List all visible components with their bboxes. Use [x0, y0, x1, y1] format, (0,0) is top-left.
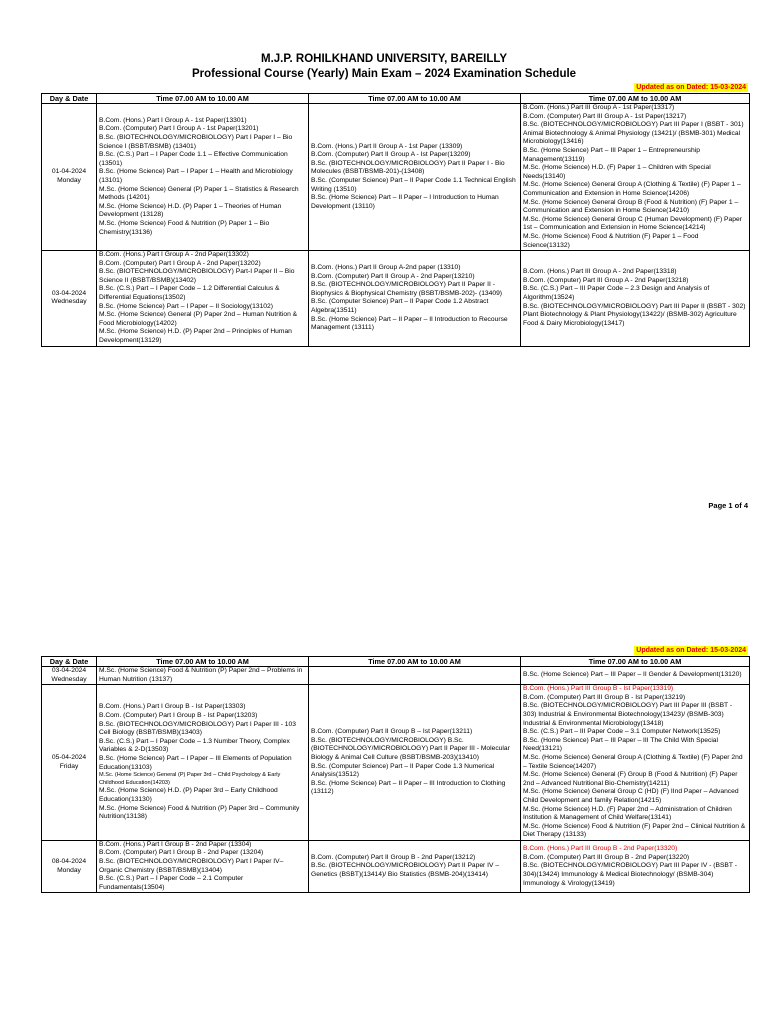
exam-entry: B.Sc. (Home Science) Part – I Paper – III Elements of Population Education(13103)	[99, 754, 292, 771]
exam-cell	[309, 251, 521, 347]
schedule-table	[41, 656, 750, 893]
exam-entry: B.Com. (Computer) Part III Group A - 1st Paper(13217)	[523, 112, 687, 120]
exam-entry: B.Com. (Computer) Part I Group B - 2nd Paper (13204)	[99, 849, 264, 857]
exam-entry: M.Sc. (Home Science) Food & Nutrition (F) Paper 1 – Food Science(13132)	[523, 232, 699, 249]
date-text: 03-04-2024	[51, 667, 87, 674]
exam-entry: B.Com. (Computer) Part I Group B - Ist Paper(13203)	[99, 711, 258, 719]
date-text: 08-04-2024	[51, 858, 87, 866]
exam-entry: B.Sc. (Home Science) Part – II Paper – I Introduction to Human Development (13110)	[311, 194, 499, 210]
date-text: 01-04-2024	[51, 168, 87, 176]
table-row	[42, 685, 750, 841]
exam-entry: M.Sc. (Home Science) Food & Nutrition (F) Paper 2nd – Clinical Nutrition & Diet Therapy (13133)	[523, 822, 746, 839]
exam-entry: B.Com. (Hons.) Part I Group B - 2nd Paper (13304)	[99, 840, 252, 848]
exam-entry: M.Sc. (Home Science) H.D. (P) Paper 2nd – Principles of Human Development(13129)	[99, 328, 292, 345]
exam-cell	[97, 104, 309, 251]
date-text: 03-04-2024	[51, 289, 87, 297]
schedule-title: Professional Course (Yearly) Main Exam – 2024 Examination Schedule	[191, 68, 577, 80]
exam-entry: B.Sc. (Home Science) Part – I Paper – II Sociology(13102)	[99, 302, 273, 310]
exam-entry: B.Com. (Computer) Part III Group B - Ist Paper(13219)	[523, 693, 686, 701]
exam-entry: B.Com. (Hons.) Part II Group A-2nd paper (13310)	[311, 263, 461, 271]
schedule-table	[41, 93, 750, 347]
exam-entry: M.Sc. (Home Science) Food & Nutrition (P) Paper 1 – Bio Chemistry(13136)	[99, 220, 270, 236]
exam-cell	[97, 667, 309, 685]
exam-entry: B.Sc. (C.S.) Part – I Paper Code – 2.1 Computer Fundamentals(13504)	[99, 875, 244, 891]
exam-cell	[97, 840, 309, 893]
updated-badge: Updated as on Dated: 15-03-2024	[636, 647, 746, 654]
exam-entry: B.Sc. (C.S.) Part – I Paper Code 1.1 – Effective Communication (13501)	[99, 151, 288, 167]
exam-cell	[97, 251, 309, 347]
exam-entry: M.Sc. (Home Science) General Group A (Clothing & Textile) (F) Paper 1 – Communication and Extension in Home Science(14206)	[523, 181, 741, 197]
exam-entry: B.Sc. (C.S.) Part – I Paper Code – 1.2 Differential Calculus & Differential Equations(13502)	[99, 285, 280, 302]
weekday-text: Wednesday	[51, 675, 87, 683]
exam-entry: M.Sc. (Home Science) H.D. (P) Paper 1 – Theories of Human Development (13128)	[99, 202, 282, 219]
exam-cell	[309, 840, 521, 893]
day-date-cell	[42, 667, 97, 685]
exam-entry: B.Sc. (Home Science) Part – II Paper – II Introduction to Recourse Management (13111)	[311, 315, 508, 332]
exam-entry: M.Sc. (Home Science) Food & Nutrition (P) Paper 3rd – Community Nutrition(13138)	[99, 804, 300, 821]
exam-entry: B.Com. (Computer) Part I Group A - 1st Paper(13201)	[99, 125, 259, 133]
weekday-text: Monday	[57, 866, 81, 874]
exam-entry: B.Com. (Hons.) Part III Group A - 2nd Paper(13318)	[523, 268, 677, 276]
exam-entry: M.Sc. (Home Science) H.D. (F) Paper 1 – Children with Special Needs(13140)	[523, 164, 711, 180]
exam-entry: B.Com. (Computer) Part III Group A - 2nd Paper(13218)	[523, 276, 689, 284]
exam-cell	[521, 667, 750, 685]
table-row	[42, 667, 750, 685]
exam-entry: M.Sc. (Home Science) General (F) Group B (Food & Nutrition) (F) Paper 2nd – Advanced Nutritional Bio-Chemistry(14211)	[523, 771, 738, 787]
day-date-cell	[42, 840, 97, 893]
exam-entry: B.Com. (Hons.) Part II Group A - 1st Paper (13309)	[311, 142, 463, 150]
exam-entry: B.Sc. (BIOTECHNOLOGY/MICROBIOLOGY) Part II Paper I - Bio Molecules (BSBT/BSMB-201)-(13408)	[311, 159, 505, 176]
exam-entry: B.Com. (Hons.) Part I Group A - 2nd Paper(13302)	[99, 251, 249, 259]
exam-entry: B.Sc. (Home Science) Part – III Paper – II Gender & Development(13120)	[523, 671, 742, 679]
schedule-page-2	[0, 640, 768, 1024]
exam-entry: B.Com. (Computer) Part II Group B – Ist Paper(13211)	[311, 728, 473, 736]
exam-entry: M.Sc. (Home Science) H.D. (F) Paper 2nd – Administration of Children Institution & Management of Child Welfare(13141)	[523, 805, 732, 822]
exam-entry: M.Sc. (Home Science) General Group C (HD) (F) IInd Paper – Advanced Child Development and family Relation(14215)	[523, 788, 739, 804]
column-header-day: Day & Date	[42, 94, 97, 104]
column-header-slot-1: Time 07.00 AM to 10.00 AM	[97, 657, 309, 667]
column-header-slot-2: Time 07.00 AM to 10.00 AM	[309, 94, 521, 104]
table-header-row	[42, 94, 750, 104]
page-gap	[0, 530, 768, 640]
exam-entry: B.Sc. (Home Science) Part – III Paper – III The Child With Special Need(13121)	[523, 736, 719, 753]
column-header-slot-2: Time 07.00 AM to 10.00 AM	[309, 657, 521, 667]
exam-entry: B.Sc. (C.S.) Part – I Paper Code – 1.3 Number Theory, Complex Variables & 2-D(13503)	[99, 737, 290, 754]
exam-cell	[521, 685, 750, 841]
table-row	[42, 840, 750, 893]
weekday-text: Monday	[57, 177, 81, 185]
day-date-cell	[42, 251, 97, 347]
exam-entry: B.Sc. (C.S.) Part – III Paper Code – 3.1 Computer Network(13525)	[523, 728, 721, 736]
column-header-slot-3: Time 07.00 AM to 10.00 AM	[521, 657, 750, 667]
day-date-cell	[42, 685, 97, 841]
exam-entry: M.Sc. (Home Science) General (P) Paper 1 – Statistics & Research Methods (14201)	[99, 185, 299, 202]
exam-entry-highlighted: B.Com. (Hons.) Part III Group B - Ist Paper(13319)	[523, 685, 674, 693]
exam-entry: B.Sc. (BIOTECHNOLOGY/MICROBIOLOGY) Part II Paper II - Biophysics & Biophysical Chemistry (BSBT/BSMB-202)- (13409)	[311, 281, 503, 297]
exam-entry: B.Com. (Hons.) Part III Group A - 1st Paper(13317)	[523, 104, 675, 111]
exam-entry: B.Sc. (BIOTECHNOLOGY/MICROBIOLOGY) Part II Paper IV – Genetics (BSBT)(13414)/ Bio Statistics (BSMB-204)(13414)	[311, 862, 500, 878]
exam-entry: B.Com. (Hons.) Part I Group A - 1st Paper(13301)	[99, 116, 247, 124]
weekday-text: Wednesday	[51, 298, 87, 306]
exam-cell	[521, 104, 750, 251]
exam-entry: B.Sc. (Computer Science) Part – II Paper Code 1.1 Technical English Writing (13510)	[311, 177, 516, 193]
exam-entry: M.Sc. (Home Science) H.D. (P) Paper 3rd – Early Childhood Education(13130)	[99, 787, 278, 803]
exam-cell	[309, 104, 521, 251]
exam-entry: B.Com. (Computer) Part II Group A - 2nd Paper(13210)	[311, 272, 475, 280]
exam-entry: B.Sc. (Home Science) Part – I Paper 1 – Health and Microbiology (13101)	[99, 168, 293, 185]
updated-badge: Updated as on Dated: 15-03-2024	[636, 84, 746, 91]
exam-entry: M.Sc. (Home Science) General (P) Paper 2nd – Human Nutrition & Food Microbiology(14202)	[99, 311, 298, 327]
date-text: 05-04-2024	[51, 753, 87, 761]
exam-entry: M.Sc. (Home Science) General Group A (Clothing & Textile) (F) Paper 2nd – Textile Science(14207)	[523, 753, 743, 770]
table-row	[42, 104, 750, 251]
exam-entry-highlighted: B.Com. (Hons.) Part III Group B - 2nd Paper(13320)	[523, 845, 678, 853]
exam-entry: B.Sc. (BIOTECHNOLOGY/MICROBIOLOGY) Part I Paper IV– Organic Chemistry (BSBT/BSMB)(13404)	[99, 858, 284, 874]
exam-cell	[521, 840, 750, 893]
exam-entry: M.Sc. (Home Science) General Group B (Food & Nutrition) (F) Paper 1 – Communication and Extension in Home Science(14210)	[523, 198, 739, 215]
exam-entry: B.Com. (Hons.) Part I Group B - Ist Paper(13303)	[99, 703, 246, 711]
university-title: M.J.P. ROHILKHAND UNIVERSITY, BAREILLY	[260, 53, 507, 65]
exam-entry: B.Sc. (BIOTECHNOLOGY/MICROBIOLOGY) Part III Paper I (BSBT - 301) Animal Biotechnology & Animal Physiology (13421)/ (BSMB-301) Medical Microbiology(13416)	[523, 121, 744, 146]
exam-entry: B.Sc. (Computer Science) Part – II Paper Code 1.3 Numerical Analysis(13512)	[311, 762, 495, 779]
exam-entry: B.Sc. (BIOTECHNOLOGY/MICROBIOLOGY) Part I Paper I – Bio Science I (BSBT/BSMB) (13401)	[99, 134, 293, 150]
exam-entry: B.Com. (Computer) Part II Group B - 2nd Paper(13212)	[311, 853, 476, 861]
exam-entry: B.Com. (Computer) Part III Group B - 2nd Paper(13220)	[523, 853, 690, 861]
table-header-row	[42, 657, 750, 667]
exam-entry: M.Sc. (Home Science) General Group C (Human Development) (F) Paper 1st – Communication and Extension in Home Science(14214)	[523, 215, 742, 232]
exam-entry: B.Sc. (BIOTECHNOLOGY/MICROBIOLOGY) Part III Paper IV - (BSBT - 304)(13424) Immunology & Medical Biotechnology/ (BSMB-304) Immunology & Virology(13419)	[523, 862, 737, 887]
exam-entry: B.Sc. (C.S.) Part – III Paper Code – 2.3 Design and Analysis of Algorithm(13524)	[523, 285, 710, 302]
column-header-slot-1: Time 07.00 AM to 10.00 AM	[97, 94, 309, 104]
exam-entry: B.Sc. (BIOTECHNOLOGY/MICROBIOLOGY) Part III Paper II (BSBT - 302) Plant Biotechnology & Plant Physiology(13422)/ (BSMB-302) Agriculture Food & Dairy Microbiology(13417)	[523, 302, 746, 327]
exam-cell	[309, 685, 521, 841]
column-header-day: Day & Date	[42, 657, 97, 667]
exam-entry: M.Sc. (Home Science) General (P) Paper 3rd – Child Psychology & Early Childhood Education(14203)	[99, 772, 281, 786]
day-date-cell	[42, 104, 97, 251]
exam-entry: B.Sc. (Home Science) Part – II Paper – III Introduction to Clothing (13112)	[311, 779, 506, 796]
exam-cell	[309, 667, 521, 685]
table-row	[42, 251, 750, 347]
exam-cell	[97, 685, 309, 841]
column-header-slot-3: Time 07.00 AM to 10.00 AM	[521, 94, 750, 104]
exam-entry: B.Sc. (BIOTECHNOLOGY/MICROBIOLOGY) Part III Paper III (BSBT - 303) Industrial & Environmental Biotechnology(13423)/ (BSMB-303) Industrial & Environmental Microbiology(13418)	[523, 702, 733, 727]
exam-entry: B.Sc. (Computer Science) Part – II Paper Code 1.2 Abstract Algebra(13511)	[311, 298, 489, 314]
exam-entry: B.Com. (Computer) Part I Group A - 2nd Paper(13202)	[99, 259, 261, 267]
exam-entry: B.Sc. (BIOTECHNOLOGY/MICROBIOLOGY) Part I Paper III - 103 Cell Biology (BSBT/BSMB)(13403)	[99, 720, 296, 737]
exam-entry: B.Sc. (BIOTECHNOLOGY/MICROBIOLOGY) Part-I Paper II – Bio Science II (BSBT/BSMB)(13402)	[99, 268, 295, 284]
exam-entry: M.Sc. (Home Science) Food & Nutrition (P) Paper 2nd – Problems in Human Nutrition (13137)	[99, 667, 303, 683]
exam-entry: B.Com. (Computer) Part II Group A - Ist Paper(13209)	[311, 151, 471, 159]
weekday-text: Friday	[59, 762, 79, 770]
exam-entry: B.Sc. (BIOTECHNOLOGY/MICROBIOLOGY) B.Sc. (BIOTECHNOLOGY/MICROBIOLOGY) Part II Paper III - Molecular Biology & Animal Cell Culture (BSBT/BSMB-203)(13410)	[311, 736, 510, 761]
exam-cell	[521, 251, 750, 347]
exam-entry: B.Sc. (Home Science) Part – III Paper 1 – Entrepreneurship Management(13119)	[523, 146, 700, 163]
page-number: Page 1 of 4	[708, 501, 748, 510]
